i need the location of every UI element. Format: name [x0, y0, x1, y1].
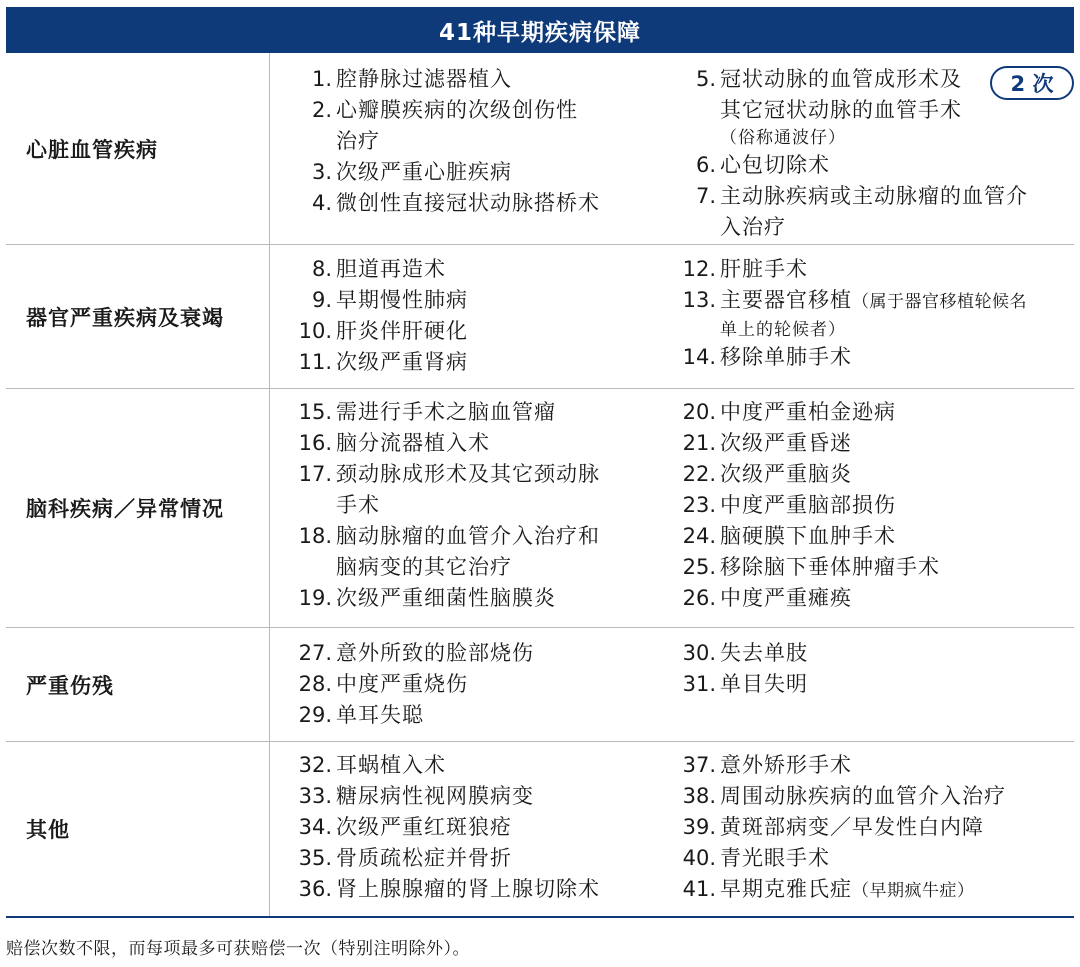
disease-item	[674, 843, 1074, 874]
disease-item	[674, 397, 1074, 428]
item-text: 入治疗	[720, 215, 786, 239]
item-text: 脑动脉瘤的血管介入治疗和	[336, 524, 600, 548]
item-text: 次级严重细菌性脑膜炎	[336, 586, 556, 610]
item-number: 33.	[298, 784, 332, 808]
footnote: 赔偿次数不限，而每项最多可获赔偿一次（特别注明除外）。	[6, 939, 470, 959]
item-number: 31.	[682, 672, 716, 696]
category-label: 器官严重疾病及衰竭	[6, 245, 270, 388]
item-text: 中度严重脑部损伤	[720, 493, 896, 517]
item-text: 单耳失聪	[336, 703, 424, 727]
disease-column-left	[270, 53, 654, 244]
disease-item	[674, 669, 1074, 700]
item-main-text: 早期克雅氏症	[720, 877, 852, 901]
item-number: 32.	[298, 753, 332, 777]
disease-item	[290, 638, 654, 669]
item-number: 29.	[298, 703, 332, 727]
item-note: 单上的轮候者）	[720, 320, 846, 340]
item-text	[720, 874, 1074, 907]
item-text: 肾上腺腺瘤的肾上腺切除术	[336, 877, 600, 901]
disease-item	[674, 638, 1074, 669]
item-text: 早期慢性肺病	[336, 288, 468, 312]
disease-column-right	[654, 628, 1074, 741]
disease-item	[290, 843, 654, 874]
item-text: 糖尿病性视网膜病变	[336, 784, 534, 808]
item-text: 其它冠状动脉的血管手术	[720, 98, 962, 122]
item-text: 黄斑部病变／早发性白内障	[720, 815, 984, 839]
table-row	[6, 53, 1074, 245]
disease-item	[674, 812, 1074, 843]
item-number: 18.	[298, 524, 332, 548]
disease-item	[290, 188, 654, 219]
item-number: 15.	[298, 400, 332, 424]
item-number: 8.	[311, 257, 332, 281]
item-text: 移除单肺手术	[720, 345, 852, 369]
item-text: 需进行手术之脑血管瘤	[336, 400, 556, 424]
item-number: 10.	[298, 319, 332, 343]
disease-item	[290, 521, 654, 583]
item-text: 次级严重心脏疾病	[336, 160, 512, 184]
item-number: 16.	[298, 431, 332, 455]
category-label: 严重伤残	[6, 628, 270, 741]
category-label: 心脏血管疾病	[6, 53, 270, 244]
disease-item	[674, 342, 1074, 373]
item-text: 肝炎伴肝硬化	[336, 319, 468, 343]
disease-item	[290, 316, 654, 347]
disease-column-left	[270, 742, 654, 916]
disease-item	[674, 874, 1074, 907]
claim-count-badge: 2 次	[990, 66, 1074, 100]
item-text: 次级严重昏迷	[720, 431, 852, 455]
item-number: 41.	[682, 877, 716, 901]
item-text: 脑分流器植入术	[336, 431, 490, 455]
table-row	[6, 628, 1074, 742]
item-number: 26.	[682, 586, 716, 610]
disease-item	[290, 95, 654, 157]
disease-item	[290, 347, 654, 378]
disease-item	[674, 490, 1074, 521]
item-text: 骨质疏松症并骨折	[336, 846, 512, 870]
item-text: 青光眼手术	[720, 846, 830, 870]
item-number: 5.	[695, 67, 716, 91]
item-text: 意外所致的脸部烧伤	[336, 641, 534, 665]
item-number: 9.	[311, 288, 332, 312]
item-number: 36.	[298, 877, 332, 901]
table-row	[6, 389, 1074, 628]
disease-item	[290, 428, 654, 459]
disease-item	[290, 874, 654, 905]
disease-item	[674, 750, 1074, 781]
item-text: 治疗	[336, 129, 380, 153]
item-number: 34.	[298, 815, 332, 839]
disease-column-left	[270, 628, 654, 741]
item-text: 心包切除术	[720, 153, 830, 177]
item-number: 3.	[311, 160, 332, 184]
item-number: 37.	[682, 753, 716, 777]
disease-item	[674, 181, 1074, 243]
item-number: 14.	[682, 345, 716, 369]
item-text: 手术	[336, 493, 380, 517]
item-number: 19.	[298, 586, 332, 610]
disease-item	[674, 254, 1074, 285]
disease-item	[674, 428, 1074, 459]
disease-item	[674, 285, 1074, 342]
item-number: 12.	[682, 257, 716, 281]
item-note: （俗称通波仔）	[720, 128, 846, 148]
coverage-table	[6, 7, 1074, 918]
disease-item	[674, 459, 1074, 490]
disease-item	[290, 669, 654, 700]
item-number: 22.	[682, 462, 716, 486]
disease-column-right	[654, 389, 1074, 627]
item-text: 中度严重烧伤	[336, 672, 468, 696]
disease-column-right	[654, 53, 1074, 244]
disease-item	[290, 64, 654, 95]
disease-item	[674, 583, 1074, 614]
disease-item	[290, 285, 654, 316]
item-number: 30.	[682, 641, 716, 665]
disease-column-left	[270, 389, 654, 627]
item-text: 微创性直接冠状动脉搭桥术	[336, 191, 600, 215]
item-number: 28.	[298, 672, 332, 696]
disease-column-right	[654, 245, 1074, 388]
table-title: 41种早期疾病保障	[6, 7, 1074, 53]
item-number: 25.	[682, 555, 716, 579]
item-text: 脑病变的其它治疗	[336, 555, 512, 579]
item-text: 单目失明	[720, 672, 808, 696]
item-text: 肝脏手术	[720, 257, 808, 281]
disease-item	[290, 700, 654, 731]
disease-item	[290, 157, 654, 188]
item-number: 38.	[682, 784, 716, 808]
item-text: 心瓣膜疾病的次级创伤性	[336, 98, 578, 122]
item-number: 20.	[682, 400, 716, 424]
item-inline-note: （属于器官移植轮候名	[852, 292, 1027, 312]
item-number: 27.	[298, 641, 332, 665]
item-inline-note: （早期疯牛症）	[852, 881, 975, 901]
item-number: 40.	[682, 846, 716, 870]
disease-item	[290, 781, 654, 812]
item-text: 耳蜗植入术	[336, 753, 446, 777]
table-row	[6, 245, 1074, 389]
item-main-text: 主要器官移植	[720, 288, 852, 312]
item-text: 胆道再造术	[336, 257, 446, 281]
item-number: 21.	[682, 431, 716, 455]
disease-item	[674, 781, 1074, 812]
disease-item	[290, 459, 654, 521]
item-text: 腔静脉过滤器植入	[336, 67, 512, 91]
item-number: 24.	[682, 524, 716, 548]
item-number: 7.	[695, 184, 716, 208]
item-text: 失去单肢	[720, 641, 808, 665]
item-number: 2.	[311, 98, 332, 122]
disease-item	[290, 750, 654, 781]
item-number: 17.	[298, 462, 332, 486]
item-text: 次级严重脑炎	[720, 462, 852, 486]
category-label: 其他	[6, 742, 270, 916]
item-text: 移除脑下垂体肿瘤手术	[720, 555, 940, 579]
category-label: 脑科疾病／异常情况	[6, 389, 270, 627]
item-text: 脑硬膜下血肿手术	[720, 524, 896, 548]
item-number: 6.	[695, 153, 716, 177]
item-text: 意外矫形手术	[720, 753, 852, 777]
disease-item	[290, 254, 654, 285]
item-text: 中度严重瘫痪	[720, 586, 852, 610]
item-text: 主动脉疾病或主动脉瘤的血管介	[720, 184, 1028, 208]
item-number: 4.	[311, 191, 332, 215]
item-number: 13.	[682, 288, 716, 312]
item-number: 35.	[298, 846, 332, 870]
item-number: 11.	[298, 350, 332, 374]
disease-item	[290, 583, 654, 614]
item-number: 23.	[682, 493, 716, 517]
disease-column-left	[270, 245, 654, 388]
disease-item	[290, 397, 654, 428]
item-text	[720, 285, 1074, 318]
item-text: 次级严重肾病	[336, 350, 468, 374]
item-number: 1.	[311, 67, 332, 91]
disease-item	[674, 552, 1074, 583]
table-row	[6, 742, 1074, 918]
item-text: 颈动脉成形术及其它颈动脉	[336, 462, 600, 486]
disease-item	[674, 521, 1074, 552]
item-text: 冠状动脉的血管成形术及	[720, 67, 962, 91]
item-text: 次级严重红斑狼疮	[336, 815, 512, 839]
disease-item	[290, 812, 654, 843]
disease-item	[674, 150, 1074, 181]
item-number: 39.	[682, 815, 716, 839]
item-text: 中度严重柏金逊病	[720, 400, 896, 424]
item-text: 周围动脉疾病的血管介入治疗	[720, 784, 1006, 808]
disease-column-right	[654, 742, 1074, 916]
